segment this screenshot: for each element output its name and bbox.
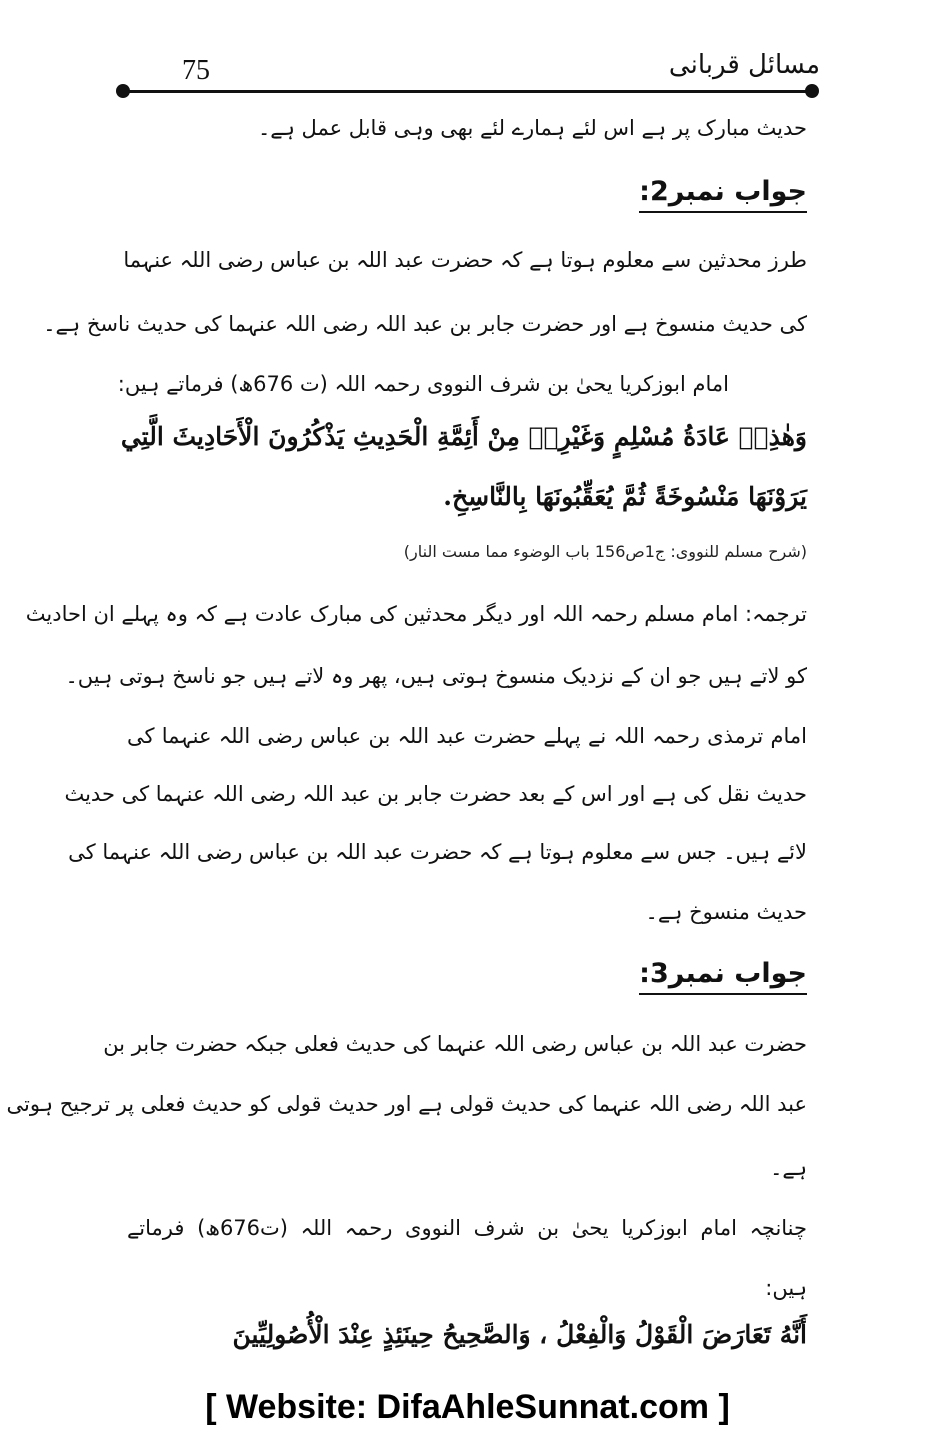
answer3-para-line: ہے۔ (770, 1156, 807, 1180)
answer2-arabic-quote-line: وَهٰذِهٖ عَادَةُ مُسْلِمٍ وَغَيْرِهٖ مِنْ أَئِمَّةِ الْحَدِيثِ يَذْكُرُونَ الْأَحَادِيثَ الَّتِي (120, 422, 807, 451)
answer3-quote-intro: چنانچہ امام ابوزکریا یحیٰ بن شرف النووی رحمہ اللہ (ت676ھ) فرماتے (127, 1216, 808, 1240)
tirmidhi-line: حدیث منسوخ ہے۔ (645, 900, 807, 924)
book-title: مسائل قربانی (668, 50, 820, 80)
tirmidhi-line: لائے ہیں۔ جس سے معلوم ہوتا ہے کہ حضرت عبد اللہ بن عباس رضی اللہ عنہما کی (68, 840, 807, 864)
answer2-quote-intro: امام ابوزکریا یحیٰ بن شرف النووی رحمہ اللہ (ت 676ھ) فرماتے ہیں: (117, 372, 729, 396)
answer3-para-line: عبد اللہ رضی اللہ عنہما کی حدیث قولی ہے اور حدیث قولی کو حدیث فعلی پر ترجیح ہوتی (6, 1092, 807, 1116)
answer2-para-line: طرز محدثین سے معلوم ہوتا ہے کہ حضرت عبد اللہ بن عباس رضی اللہ عنہما (123, 248, 807, 272)
header-rule-right-dot (805, 84, 819, 98)
answer3-heading: جواب نمبر3: (639, 958, 807, 995)
website-footer: [ Website: DifaAhleSunnat.com ] (205, 1388, 730, 1426)
header-rule-left-dot (116, 84, 130, 98)
answer3-quote-intro: ہیں: (765, 1276, 807, 1300)
page-number: 75 (182, 55, 210, 86)
tirmidhi-line: امام ترمذی رحمہ اللہ نے پہلے حضرت عبد اللہ بن عباس رضی اللہ عنہما کی (127, 724, 807, 748)
tirmidhi-line: حدیث نقل کی ہے اور اس کے بعد حضرت جابر بن عبد اللہ رضی اللہ عنہما کی حدیث (64, 782, 807, 806)
answer3-arabic-quote: أَنَّهُ تَعَارَضَ الْقَوْلُ وَالْفِعْلُ ، وَالصَّحِيحُ حِينَئِذٍ عِنْدَ الْأُصُولِيِّينَ (232, 1320, 807, 1349)
translation-line: کو لاتے ہیں جو ان کے نزدیک منسوخ ہوتی ہیں، پھر وہ لاتے ہیں جو ناسخ ہوتی ہیں۔ (65, 664, 807, 688)
answer2-heading: جواب نمبر2: (639, 176, 807, 213)
answer2-para-line: کی حدیث منسوخ ہے اور حضرت جابر بن عبد اللہ رضی اللہ عنہما کی حدیث ناسخ ہے۔ (43, 312, 807, 336)
answer3-para-line: حضرت عبد اللہ بن عباس رضی اللہ عنہما کی حدیث فعلی جبکہ حضرت جابر بن (103, 1032, 807, 1056)
translation-line: ترجمہ: امام مسلم رحمہ اللہ اور دیگر محدثین کی مبارک عادت ہے کہ وہ پہلے ان احادیث (25, 602, 807, 626)
header-rule (122, 90, 812, 93)
answer2-reference: (شرح مسلم للنووی: ج1ص156 باب الوضوء مما مست النار) (403, 542, 807, 561)
intro-line: حدیث مبارک پر ہے اس لئے ہمارے لئے بھی وہی قابل عمل ہے۔ (257, 116, 807, 140)
answer2-arabic-quote-line: يَرَوْنَهَا مَنْسُوخَةً ثُمَّ يُعَقِّبُونَهَا بِالنَّاسِخِ. (443, 482, 807, 511)
